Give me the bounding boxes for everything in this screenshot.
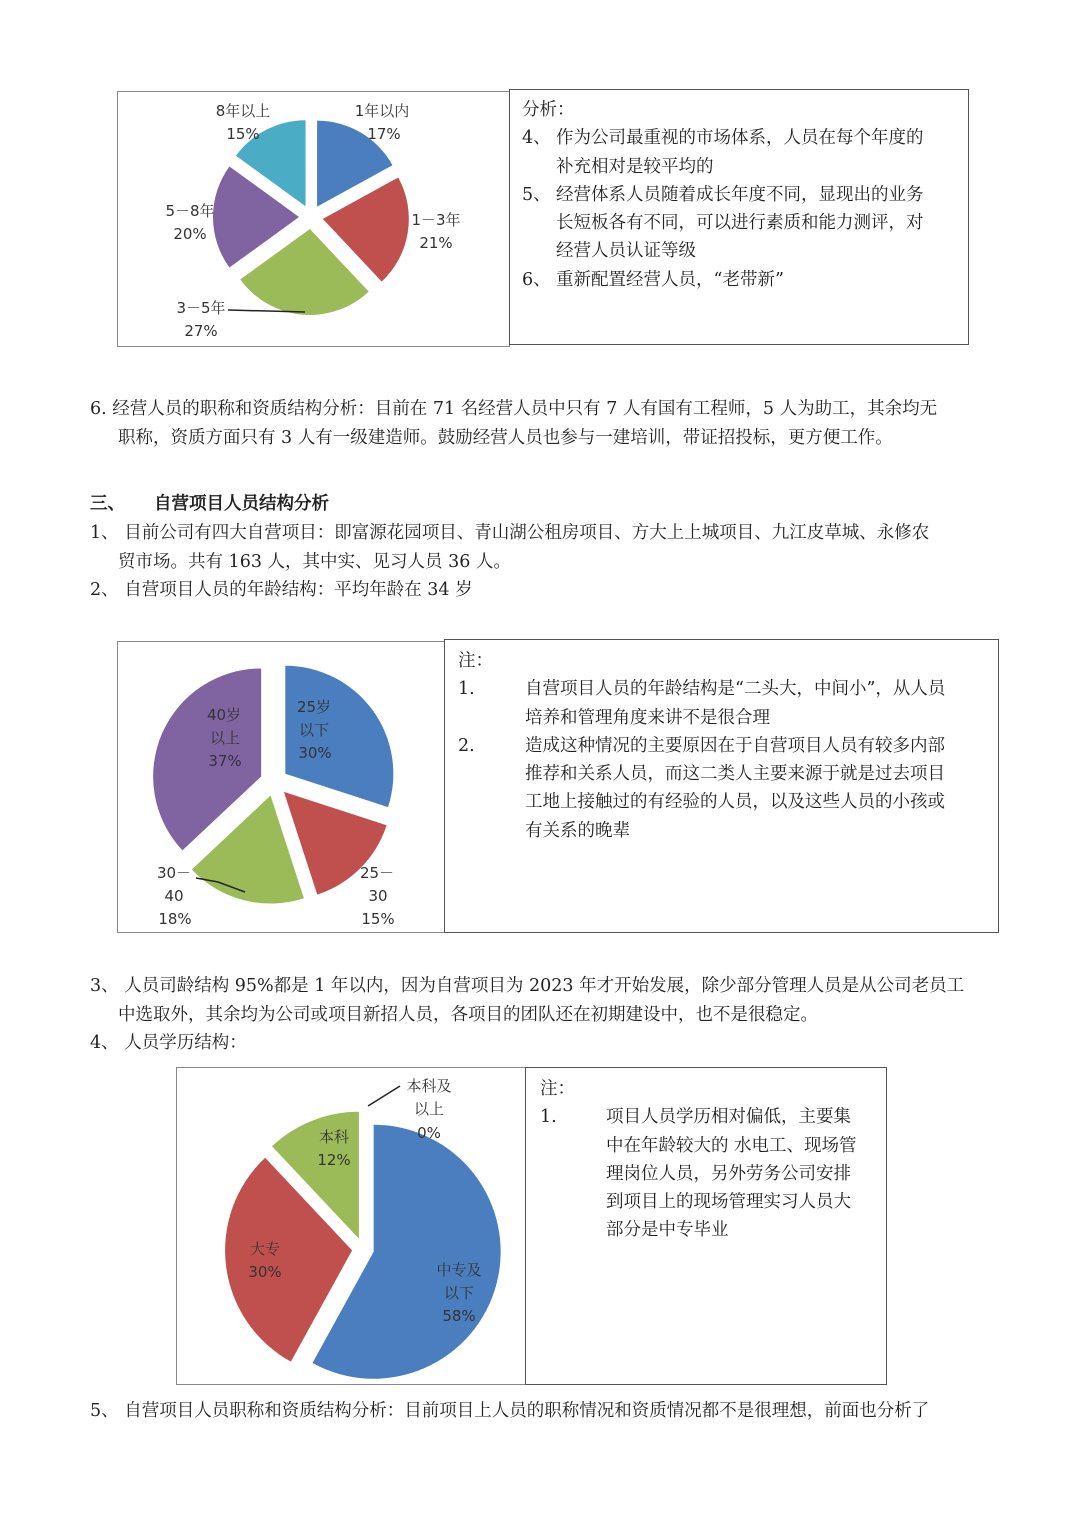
paragraph-s3-4: 4、 人员学历结构： — [90, 1033, 247, 1053]
section-3-heading: 三、 自营项目人员结构分析 — [90, 494, 329, 514]
paragraph-6: 6. 经营人员的职称和资质结构分析：目前在 71 名经营人员中只有 7 人有国有工程师，5 人为助工，其余均无 职称，资质方面只有 3 人有一级建造师。鼓励经营人员也参与一建培训，带证招投标，更方便工作。 — [90, 399, 938, 448]
age-label-30-40-l2: 40 — [164, 887, 184, 905]
age-pct-30-40: 18% — [158, 910, 192, 928]
analysis-item-6: 6、 重新配置经营人员，“老带新” — [522, 269, 784, 290]
tenure-label-within-1: 1年以内 — [354, 102, 410, 120]
age-label-25-30-l1: 25－ — [359, 864, 395, 882]
education-note-item-1: 1. 项目人员学历相对偏低，主要集 中在年龄较大的 水电工、现场管 理岗位人员，另外劳务公司安排 到项目上的现场管理实习人员大 部分是中专毕业 — [540, 1107, 857, 1241]
edu-label-secondary-l2: 以下 — [443, 1284, 475, 1302]
tenure-pct-within-1: 17% — [367, 125, 401, 143]
edu-pct-bachelor: 12% — [317, 1151, 351, 1169]
paragraph-s3-1: 1、 目前公司有四大自营项目：即富源花园项目、青山湖公租房项目、方大上上城项目、九江皮草城、永修农 贸市场。共有 163 人，其中实、见习人员 36 人。 — [90, 523, 930, 572]
tenure-label-1-3: 1－3年 — [411, 211, 461, 229]
analysis-item-4: 4、 作为公司最重视的市场体系，人员在每个年度的 补充相对是较平均的 — [522, 128, 924, 177]
tenure-label-over-8: 8年以上 — [215, 102, 271, 120]
tenure-pct-3-5: 27% — [184, 322, 218, 340]
tenure-label-3-5: 3－5年 — [176, 299, 226, 317]
edu-label-bachelor-plus-l2: 以上 — [413, 1100, 445, 1118]
edu-pct-bachelor-plus: 0% — [417, 1124, 441, 1142]
age-note-title: 注： — [458, 651, 493, 671]
tenure-pie — [213, 120, 409, 315]
education-note-title: 注： — [540, 1079, 575, 1099]
tenure-pct-over-8: 15% — [226, 125, 260, 143]
edu-label-secondary-l1: 中专及 — [436, 1261, 482, 1279]
age-pct-over-40: 37% — [208, 752, 242, 770]
edu-label-college: 大专 — [249, 1240, 281, 1258]
edu-pct-secondary: 58% — [442, 1307, 476, 1325]
edu-pct-college: 30% — [248, 1263, 282, 1281]
age-label-25-30-l2: 30 — [368, 887, 388, 905]
age-label-over-40-l1: 40岁 — [206, 706, 242, 724]
edu-label-bachelor: 本科 — [318, 1128, 350, 1146]
age-pct-under-25: 30% — [298, 744, 332, 762]
analysis-note — [522, 96, 962, 294]
tenure-pct-1-3: 21% — [419, 234, 453, 252]
age-label-over-40-l2: 以上 — [209, 729, 241, 747]
edu-leader-line — [368, 1086, 400, 1106]
age-note — [458, 647, 990, 845]
tenure-pct-5-8: 20% — [173, 225, 207, 243]
age-note-item-1: 1. 自营项目人员的年龄结构是“二头大，中间小”，从人员 培养和管理角度来讲不是很合理 — [458, 679, 946, 728]
paragraph-s3-5: 5、 自营项目人员职称和资质结构分析：目前项目上人员的职称情况和资质情况都不是很理想，前面也分析了 — [90, 1401, 930, 1421]
education-note — [540, 1075, 880, 1245]
age-pct-25-30: 15% — [361, 910, 395, 928]
edu-label-bachelor-plus-l1: 本科及 — [406, 1077, 452, 1095]
analysis-title: 分析： — [522, 100, 575, 120]
age-note-item-2: 2. 造成这种情况的主要原因在于自营项目人员有较多内部 推荐和关系人员，而这二类人主要来源于就是过去项目 工地上接触过的有经验的人员，以及这些人员的小孩或 有关系的晚辈 — [458, 735, 945, 841]
tenure-label-5-8: 5－8年 — [165, 202, 215, 220]
paragraph-s3-2: 2、 自营项目人员的年龄结构：平均年龄在 34 岁 — [90, 580, 473, 600]
age-label-30-40-l1: 30－ — [156, 864, 192, 882]
age-label-under-25-l1: 25岁 — [296, 698, 332, 716]
paragraph-s3-3: 3、 人员司龄结构 95%都是 1 年以内，因为自营项目为 2023 年才开始发展，除少部分管理人员是从公司老员工 中选取外，其余均为公司或项目新招人员，各项目的团队还在初期建设中，也不是很稳定。 — [90, 976, 965, 1025]
age-label-under-25-l2: 以下 — [298, 721, 330, 739]
analysis-item-5: 5、 经营体系人员随着成长年度不同，显现出的业务 长短板各有不同，可以进行素质和能力测评，对 经营人员认证等级 — [522, 184, 924, 262]
